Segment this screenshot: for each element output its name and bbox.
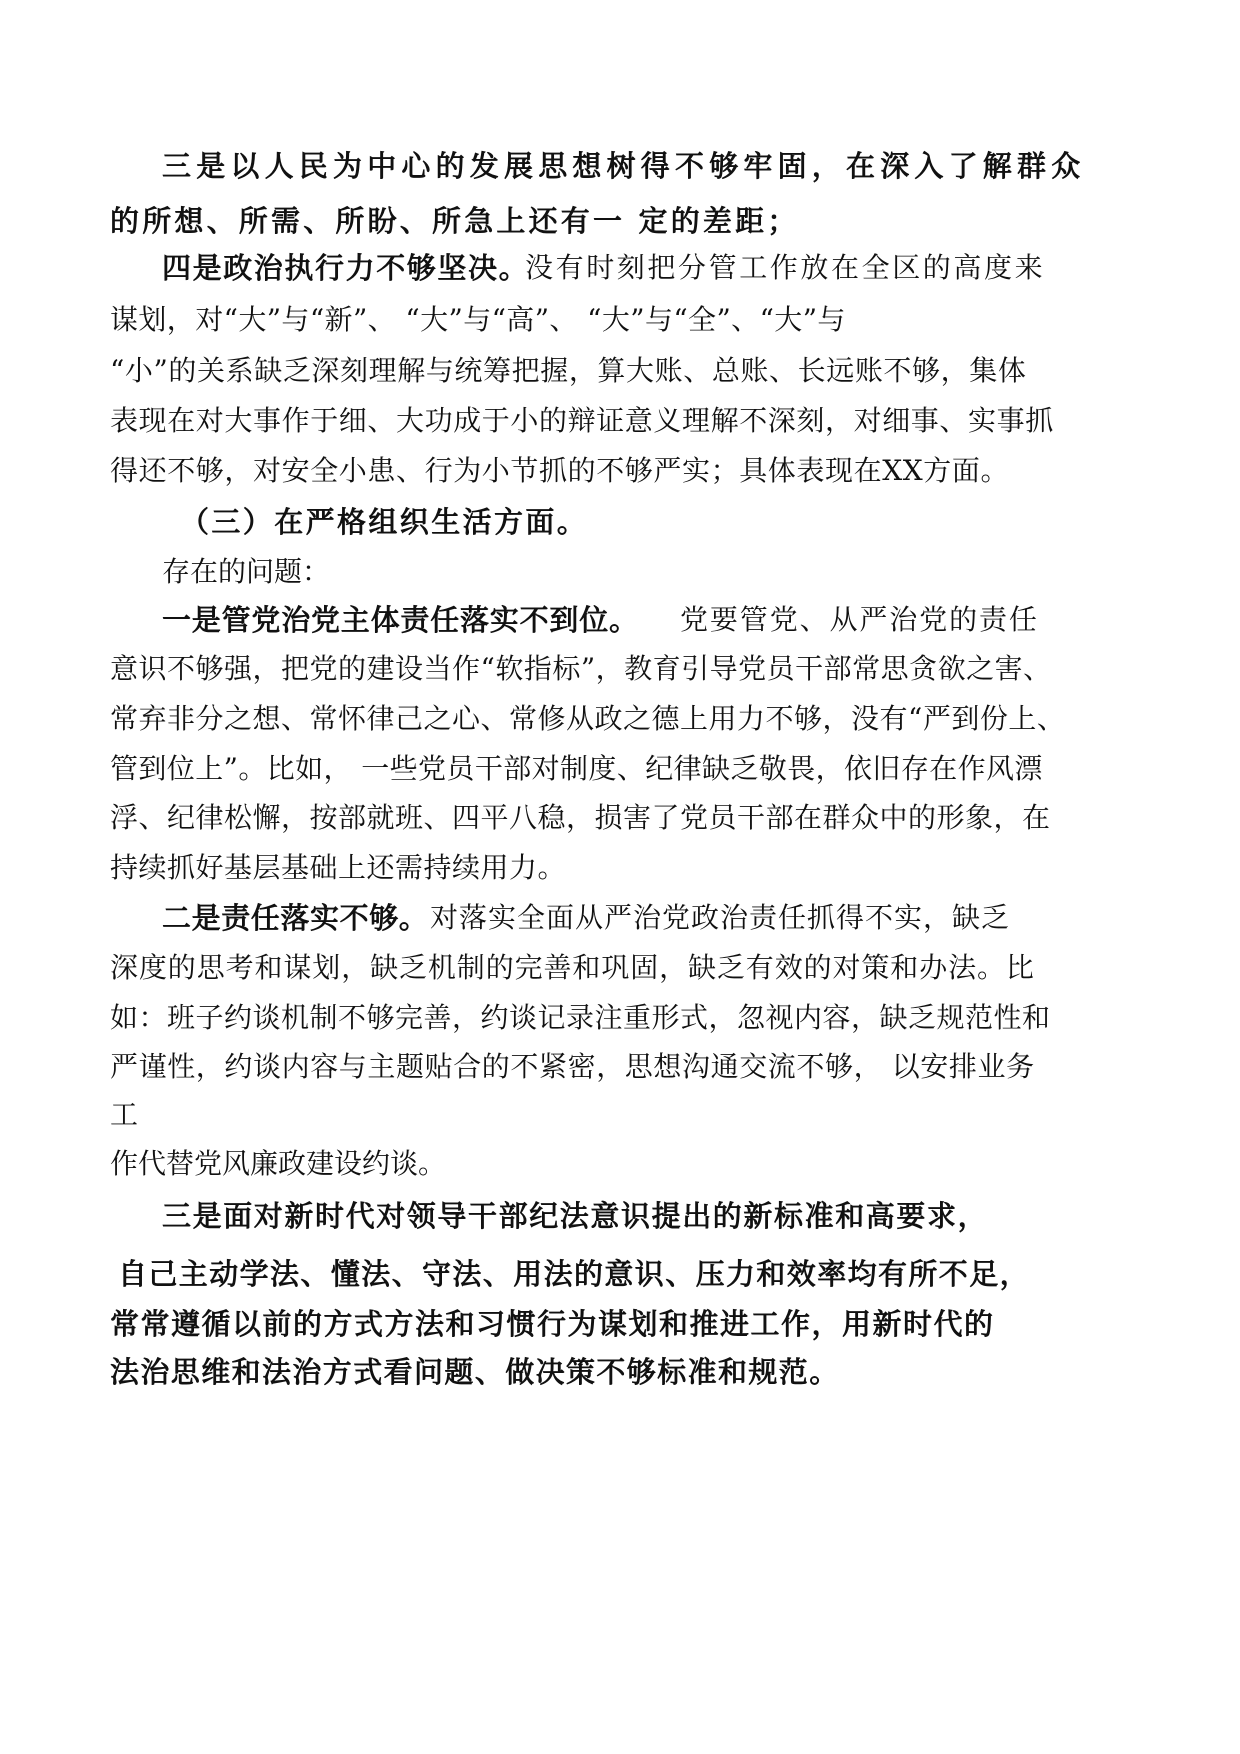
text-line: 三是以人民为中心的发展思想树得不够牢固，在深入了解群众 — [162, 149, 1086, 183]
text-line: 没有时刻把分管工作放在全区的高度来 — [525, 251, 1046, 284]
subsection-heading: 二是责任落实不够。 — [162, 901, 429, 935]
subsection-heading: 三是面对新时代对领导干部纪法意识提出的新标准和高要求， — [162, 1199, 989, 1233]
text-line: 的所想、所需、所盼、所急上还有一 定的差距； — [110, 204, 800, 238]
text-line: 表现在对大事作于细、大功成于小的辩证意义理解不深刻，对细事、实事抓 — [110, 404, 1054, 437]
text-line: 浮、纪律松懈，按部就班、四平八稳，损害了党员干部在群众中的形象，在 — [110, 801, 1051, 834]
text-line: 谋划，对“大”与“新”、 “大”与“高”、 “大”与“全”、“大”与 — [110, 303, 846, 336]
section-heading: （三）在严格组织生活方面。 — [180, 505, 589, 539]
text-line: 存在的问题： — [162, 555, 331, 588]
subsection-heading: 四是政治执行力不够坚决。 — [162, 251, 530, 285]
text-line: 工 — [110, 1098, 139, 1131]
text-line: 管到位上”。比如， 一些党员干部对制度、纪律缺乏敬畏，依旧存在作风漂 — [110, 752, 1043, 785]
text-line: 严谨性，约谈内容与主题贴合的不紧密，思想沟通交流不够， 以安排业务 — [110, 1050, 1035, 1083]
text-line: 常弃非分之想、常怀律己之心、常修从政之德上用力不够，没有“严到份上、 — [110, 702, 1066, 735]
text-line: 持续抓好基层基础上还需持续用力。 — [110, 851, 567, 884]
text-line: 如：班子约谈机制不够完善，约谈记录注重形式，忽视内容，缺乏规范性和 — [110, 1001, 1051, 1034]
text-line: 深度的思考和谋划，缺乏机制的完善和巩固，缺乏有效的对策和办法。比 — [110, 951, 1035, 984]
text-line: “小”的关系缺乏深刻理解与统筹把握，算大账、总账、长远账不够，集体 — [110, 354, 1027, 387]
text-line: 法治思维和法治方式看问题、做决策不够标准和规范。 — [110, 1355, 840, 1389]
text-line: 作代替党风廉政建设约谈。 — [110, 1147, 447, 1180]
text-line: 自己主动学法、懂法、守法、用法的意识、压力和效率均有所不足， — [118, 1257, 1031, 1291]
text-line: 常常遵循以前的方式方法和习惯行为谋划和推进工作，用新时代的 — [110, 1307, 995, 1341]
subsection-heading: 一是管党治党主体责任落实不到位。 — [162, 603, 639, 637]
text-line: 意识不够强，把党的建设当作“软指标”，教育引导党员干部常思贪欲之害、 — [110, 652, 1052, 685]
text-line: 党要管党、从严治党的责任 — [680, 603, 1039, 636]
text-line: 得还不够，对安全小患、行为小节抓的不够严实；具体表现在XX方面。 — [110, 454, 1010, 487]
text-line: 对落实全面从严治党政治责任抓得不实，缺乏 — [430, 901, 1011, 934]
